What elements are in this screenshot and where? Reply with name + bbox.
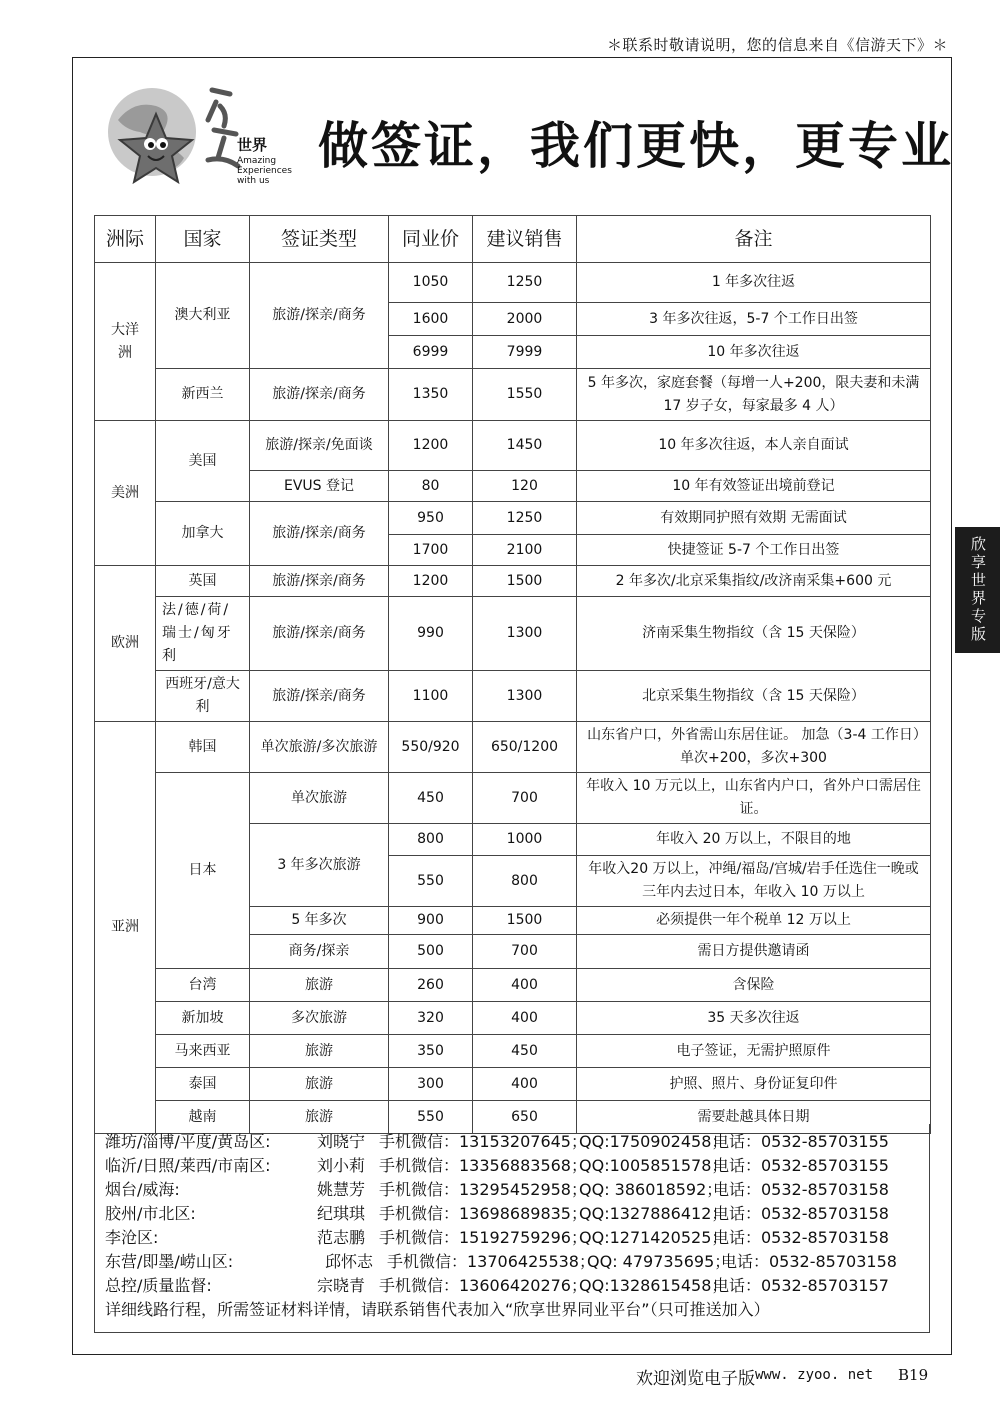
retail-price-cell: 7999 [473,336,577,369]
trade-price-cell: 1050 [389,263,473,303]
contact-qq: QQ:1328615458； [579,1276,728,1295]
trade-price-cell: 800 [389,824,473,856]
continent-cell: 欧洲 [95,566,156,722]
note-cell: 3 年多次往返，5-7 个工作日出签 [577,303,931,336]
country-cell: 韩国 [156,722,250,773]
retail-price-cell: 650 [473,1101,577,1134]
footer-welcome: 欢迎浏览电子版 [636,1369,755,1389]
contact-name: 刘小莉 [317,1156,366,1175]
contact-phone: 电话：0532-85703158 [721,1252,897,1271]
continent-cell: 亚洲 [95,722,156,1134]
contact-mobile: 手机微信：13356883568； [379,1156,587,1175]
sales-contacts [94,1124,930,1333]
contact-name: 范志鹏 [317,1228,366,1247]
contact-mobile: 手机微信：15192759296； [379,1228,587,1247]
trade-price-cell: 450 [389,773,473,824]
visa-type-cell: 3 年多次旅游 [250,824,389,907]
contact-name: 宗晓青 [317,1276,366,1295]
contact-name: 邱怀志 [325,1252,374,1271]
contact-qq: QQ:1750902458； [579,1132,728,1151]
trade-price-cell: 900 [389,907,473,935]
trade-price-cell: 320 [389,1002,473,1035]
visa-type-cell: 旅游/探亲/商务 [250,566,389,597]
visa-type-cell: 商务/探亲 [250,935,389,969]
note-cell: 10 年多次往返 [577,336,931,369]
note-cell: 10 年有效签证出境前登记 [577,471,931,502]
table-row [95,1002,931,1035]
note-cell: 年收入 20 万以上，不限目的地 [577,824,931,856]
contact-qq: QQ: 479735695； [587,1252,731,1271]
contact-mobile: 手机微信：13153207645； [379,1132,587,1151]
retail-price-cell: 700 [473,935,577,969]
contact-region: 潍坊/淄博/平度/黄岛区: [105,1132,271,1151]
note-cell: 含保险 [577,969,931,1002]
contact-phone: 电话：0532-85703155 [713,1156,889,1175]
note-cell: 5 年多次，家庭套餐（每增一人+200，限夫妻和未满 17 岁子女，每家最多 4 人） [577,369,931,421]
retail-price-cell: 400 [473,969,577,1002]
header-country: 国家 [156,216,250,263]
note-cell: 年收入 10 万元以上，山东省内户口，省外户口需居住证。 [577,773,931,824]
continent-cell: 大洋洲 [95,263,156,421]
contact-qq: QQ:1327886412； [579,1204,728,1223]
contact-phone: 电话：0532-85703158 [713,1204,889,1223]
country-cell: 新西兰 [156,369,250,421]
visa-type-cell: 旅游 [250,1035,389,1068]
retail-price-cell: 400 [473,1002,577,1035]
visa-type-cell: 旅游/探亲/商务 [250,671,389,722]
note-cell: 必须提供一年个税单 12 万以上 [577,907,931,935]
retail-price-cell: 400 [473,1068,577,1101]
retail-price-cell: 700 [473,773,577,824]
trade-price-cell: 1200 [389,566,473,597]
retail-price-cell: 1450 [473,421,577,471]
visa-type-cell: 旅游/探亲/免面谈 [250,421,389,471]
trade-price-cell: 550 [389,856,473,907]
contact-region: 胶州/市北区: [105,1204,196,1223]
contact-phone: 电话：0532-85703158 [713,1228,889,1247]
visa-price-table [94,215,931,1134]
note-cell: 1 年多次往返 [577,263,931,303]
country-cell: 西班牙/意大利 [156,671,250,722]
retail-price-cell: 1300 [473,597,577,671]
trade-price-cell: 1200 [389,421,473,471]
header-continent: 洲际 [95,216,156,263]
country-cell: 马来西亚 [156,1035,250,1068]
trade-price-cell: 80 [389,471,473,502]
retail-price-cell: 800 [473,856,577,907]
visa-type-cell: 旅游/探亲/商务 [250,369,389,421]
note-cell: 电子签证，无需护照原件 [577,1035,931,1068]
logo-glyphs [354,80,355,82]
contact-region: 临沂/日照/莱西/市南区: [105,1156,271,1175]
trade-price-cell: 1100 [389,671,473,722]
contact-region: 东营/即墨/崂山区: [105,1252,234,1271]
side-tab: 欣享世界专版 [955,527,1000,653]
country-cell: 日本 [156,773,250,969]
retail-price-cell: 2100 [473,535,577,566]
contact-name: 纪琪琪 [317,1204,366,1223]
table-row [95,969,931,1002]
contact-region: 总控/质量监督: [105,1276,212,1295]
contact-name: 刘晓宁 [317,1132,366,1151]
table-row [95,263,931,303]
note-cell: 山东省户口，外省需山东居住证。 加急（3-4 工作日）单次+200，多次+300 [577,722,931,773]
visa-type-cell: EVUS 登记 [250,471,389,502]
contact-region: 李沧区: [105,1228,159,1247]
top-note: ＊联系时敬请说明，您的信息来自《信游天下》＊ [606,36,948,54]
visa-type-cell: 旅游/探亲/商务 [250,502,389,566]
visa-type-cell: 旅游/探亲/商务 [250,597,389,671]
table-row [95,671,931,722]
contact-qq: QQ:1271420525； [579,1228,728,1247]
logo-tagline-line: Experiences [237,166,292,176]
retail-price-cell: 1300 [473,671,577,722]
page-number: B19 [898,1366,929,1384]
note-cell: 需日方提供邀请函 [577,935,931,969]
trade-price-cell: 550 [389,1101,473,1134]
retail-price-cell: 1250 [473,263,577,303]
header-visa-type: 签证类型 [250,216,389,263]
country-cell: 美国 [156,421,250,502]
country-cell: 越南 [156,1101,250,1134]
country-cell: 澳大利亚 [156,263,250,369]
contacts-footer-note: 详细线路行程，所需签证材料详情，请联系销售代表加入“欣享世界同业平台”（只可推送加入） [105,1300,770,1319]
contact-mobile: 手机微信：13606420276； [379,1276,587,1295]
logo-tagline-line: with us [237,176,270,186]
retail-price-cell: 2000 [473,303,577,336]
table-row [95,722,931,773]
table-row [95,1068,931,1101]
retail-price-cell: 1500 [473,907,577,935]
retail-price-cell: 1500 [473,566,577,597]
retail-price-cell: 1550 [473,369,577,421]
country-cell: 台湾 [156,969,250,1002]
trade-price-cell: 6999 [389,336,473,369]
country-cell: 法/德/荷/瑞士/匈牙利 [156,597,250,671]
contact-qq: QQ: 386018592； [579,1180,723,1199]
trade-price-cell: 1600 [389,303,473,336]
visa-type-cell: 单次旅游/多次旅游 [250,722,389,773]
note-cell: 需要赴越具体日期 [577,1101,931,1134]
logo-tagline-line: Amazing [237,156,277,166]
trade-price-cell: 300 [389,1068,473,1101]
continent-cell: 美洲 [95,421,156,566]
trade-price-cell: 950 [389,502,473,535]
logo-tagline [237,156,292,186]
contact-mobile: 手机微信：13706425538； [387,1252,595,1271]
table-row [95,421,931,471]
contact-phone: 电话：0532-85703155 [713,1132,889,1151]
note-cell: 有效期同护照有效期 无需面试 [577,502,931,535]
country-cell: 英国 [156,566,250,597]
note-cell: 护照、照片、身份证复印件 [577,1068,931,1101]
trade-price-cell: 990 [389,597,473,671]
note-cell: 快捷签证 5-7 个工作日出签 [577,535,931,566]
visa-type-cell: 旅游 [250,1101,389,1134]
trade-price-cell: 1700 [389,535,473,566]
note-cell: 35 天多次往返 [577,1002,931,1035]
retail-price-cell: 650/1200 [473,722,577,773]
contact-mobile: 手机微信：13698689835； [379,1204,587,1223]
trade-price-cell: 1350 [389,369,473,421]
contact-phone: 电话：0532-85703157 [713,1276,889,1295]
visa-type-cell: 多次旅游 [250,1002,389,1035]
note-cell: 济南采集生物指纹（含 15 天保险） [577,597,931,671]
visa-type-cell: 旅游 [250,1068,389,1101]
contact-phone: 电话：0532-85703158 [713,1180,889,1199]
table-row [95,369,931,421]
country-cell: 加拿大 [156,502,250,566]
visa-type-cell: 旅游/探亲/商务 [250,263,389,369]
table-row [95,1035,931,1068]
note-cell: 年收入20 万以上，冲绳/福岛/宫城/岩手任选住一晚或三年内去过日本，年收入 10 万以上 [577,856,931,907]
header-retail-price: 建议销售 [473,216,577,263]
visa-type-cell: 单次旅游 [250,773,389,824]
table-row [95,566,931,597]
brand-logo [104,80,304,198]
visa-type-cell: 旅游 [250,969,389,1002]
country-cell: 泰国 [156,1068,250,1101]
trade-price-cell: 500 [389,935,473,969]
visa-type-cell: 5 年多次 [250,907,389,935]
trade-price-cell: 350 [389,1035,473,1068]
contact-name: 姚慧芳 [317,1180,366,1199]
contact-mobile: 手机微信：13295452958； [379,1180,587,1199]
trade-price-cell: 260 [389,969,473,1002]
trade-price-cell: 550/920 [389,722,473,773]
retail-price-cell: 120 [473,471,577,502]
footer-url[interactable]: www. zyoo. net [755,1367,874,1383]
page-headline: 做签证，我们更快，更专业 [318,117,954,175]
logo-brand-cn: 世界 [237,136,268,154]
retail-price-cell: 1000 [473,824,577,856]
table-row [95,597,931,671]
header-trade-price: 同业价 [389,216,473,263]
table-header-row [95,216,931,263]
table-row [95,502,931,535]
country-cell: 新加坡 [156,1002,250,1035]
contact-qq: QQ:1005851578； [579,1156,728,1175]
header-notes: 备注 [577,216,931,263]
note-cell: 北京采集生物指纹（含 15 天保险） [577,671,931,722]
note-cell: 2 年多次/北京采集指纹/改济南采集+600 元 [577,566,931,597]
contact-region: 烟台/威海: [105,1180,180,1199]
note-cell: 10 年多次往返，本人亲自面试 [577,421,931,471]
retail-price-cell: 450 [473,1035,577,1068]
retail-price-cell: 1250 [473,502,577,535]
table-row [95,773,931,824]
